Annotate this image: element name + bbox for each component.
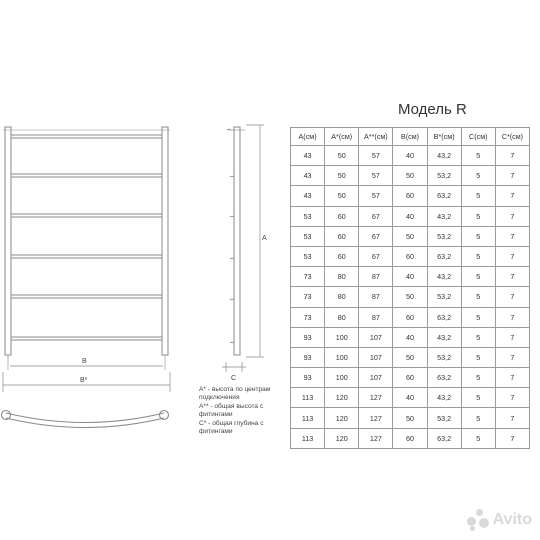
table-row: [291, 388, 530, 408]
table-row: [291, 166, 530, 186]
table-cell: 60: [325, 246, 359, 266]
table-cell: 113: [291, 408, 325, 428]
table-row: [291, 246, 530, 266]
table-cell: 57: [359, 186, 393, 206]
table-cell: 50: [393, 226, 427, 246]
label-b-star: B*: [80, 377, 88, 384]
table-cell: 73: [291, 307, 325, 327]
table-cell: 63,2: [427, 368, 461, 388]
label-a: A: [262, 235, 267, 242]
table-cell: 7: [495, 368, 529, 388]
avito-logo-icon: [467, 509, 489, 531]
table-cell: 107: [359, 327, 393, 347]
radiator-top-view: [2, 411, 169, 428]
table-cell: 57: [359, 166, 393, 186]
table-cell: 60: [393, 307, 427, 327]
table-cell: 5: [461, 287, 495, 307]
table-cell: 43,2: [427, 327, 461, 347]
table-cell: 43,2: [427, 388, 461, 408]
table-cell: 40: [393, 388, 427, 408]
table-cell: 7: [495, 327, 529, 347]
table-cell: 7: [495, 206, 529, 226]
table-cell: 60: [325, 226, 359, 246]
table-cell: 50: [325, 186, 359, 206]
table-cell: 50: [393, 287, 427, 307]
table-cell: 5: [461, 267, 495, 287]
rail: [11, 174, 162, 177]
rail: [11, 337, 162, 340]
table-cell: 127: [359, 408, 393, 428]
column-header: B*(см): [427, 128, 461, 146]
table-row: [291, 408, 530, 428]
table-cell: 50: [393, 347, 427, 367]
column-header: C*(см): [495, 128, 529, 146]
table-cell: 5: [461, 428, 495, 448]
column-header: A(см): [291, 128, 325, 146]
table-cell: 60: [393, 368, 427, 388]
side-post: [234, 127, 240, 355]
table-cell: 93: [291, 327, 325, 347]
table-cell: 53,2: [427, 166, 461, 186]
table-cell: 50: [393, 408, 427, 428]
watermark-text: Avito: [492, 511, 532, 528]
table-cell: 43: [291, 146, 325, 166]
dimensions-table: [290, 127, 530, 449]
table-cell: 100: [325, 327, 359, 347]
table-cell: 5: [461, 246, 495, 266]
table-cell: 113: [291, 428, 325, 448]
table-cell: 80: [325, 287, 359, 307]
table-cell: 43: [291, 166, 325, 186]
table-cell: 7: [495, 287, 529, 307]
avito-watermark: [467, 509, 532, 531]
table-cell: 5: [461, 307, 495, 327]
table-cell: 100: [325, 368, 359, 388]
table-cell: 100: [325, 347, 359, 367]
table-cell: 120: [325, 388, 359, 408]
rail: [11, 255, 162, 258]
table-cell: 127: [359, 428, 393, 448]
table-cell: 60: [393, 428, 427, 448]
table-cell: 7: [495, 146, 529, 166]
table-cell: 87: [359, 267, 393, 287]
table-row: [291, 347, 530, 367]
table-cell: 60: [393, 246, 427, 266]
table-cell: 40: [393, 146, 427, 166]
table-cell: 57: [359, 146, 393, 166]
table-row: [291, 368, 530, 388]
table-row: [291, 287, 530, 307]
table-cell: 7: [495, 428, 529, 448]
table-cell: 43,2: [427, 206, 461, 226]
table-cell: 40: [393, 206, 427, 226]
table-cell: 107: [359, 347, 393, 367]
table-cell: 73: [291, 287, 325, 307]
table-row: [291, 206, 530, 226]
table-cell: 93: [291, 368, 325, 388]
table-cell: 50: [393, 166, 427, 186]
left-post: [5, 127, 11, 355]
table-cell: 67: [359, 226, 393, 246]
table-cell: 80: [325, 307, 359, 327]
column-header: C(см): [461, 128, 495, 146]
radiator-side-view: [227, 127, 245, 355]
table-cell: 67: [359, 206, 393, 226]
legend-line: A* - высота по центрам: [199, 386, 271, 393]
table-cell: 5: [461, 388, 495, 408]
table-cell: 53,2: [427, 347, 461, 367]
table-cell: 60: [325, 206, 359, 226]
table-cell: 5: [461, 166, 495, 186]
table-cell: 107: [359, 368, 393, 388]
model-title: Модель R: [398, 101, 467, 118]
legend-line: A** - общая высота с: [199, 403, 264, 410]
dimension-c: [222, 362, 246, 372]
table-cell: 7: [495, 388, 529, 408]
table-cell: 43: [291, 186, 325, 206]
legend-line: подключения: [199, 394, 240, 401]
table-cell: 5: [461, 186, 495, 206]
table-cell: 5: [461, 347, 495, 367]
table-cell: 120: [325, 428, 359, 448]
table-row: [291, 267, 530, 287]
legend-line: C* - общая глубина с: [199, 420, 264, 427]
table-row: [291, 428, 530, 448]
table-cell: 53,2: [427, 408, 461, 428]
table-cell: 40: [393, 327, 427, 347]
table-cell: 87: [359, 287, 393, 307]
table-cell: 63,2: [427, 246, 461, 266]
table-cell: 5: [461, 368, 495, 388]
table-cell: 43,2: [427, 267, 461, 287]
legend-line: фитингами: [199, 428, 233, 435]
table-cell: 5: [461, 206, 495, 226]
table-cell: 80: [325, 267, 359, 287]
right-post: [162, 127, 168, 355]
table-cell: 53: [291, 226, 325, 246]
table-cell: 50: [325, 166, 359, 186]
table-cell: 73: [291, 267, 325, 287]
table-body: [291, 146, 530, 449]
table-row: [291, 146, 530, 166]
table-row: [291, 186, 530, 206]
label-c: C: [231, 375, 237, 382]
table-cell: 7: [495, 267, 529, 287]
table-cell: 87: [359, 307, 393, 327]
table-cell: 60: [393, 186, 427, 206]
table-cell: 43,2: [427, 146, 461, 166]
table-cell: 120: [325, 408, 359, 428]
rail: [11, 135, 162, 138]
table-row: [291, 307, 530, 327]
table-cell: 7: [495, 186, 529, 206]
table-cell: 50: [325, 146, 359, 166]
table-cell: 127: [359, 388, 393, 408]
table-cell: 7: [495, 307, 529, 327]
table-header-row: [291, 128, 530, 146]
table-cell: 53: [291, 246, 325, 266]
column-header: B(см): [393, 128, 427, 146]
table-cell: 7: [495, 246, 529, 266]
table-row: [291, 327, 530, 347]
table-cell: 5: [461, 327, 495, 347]
table-cell: 7: [495, 226, 529, 246]
table-cell: 63,2: [427, 428, 461, 448]
rail: [11, 214, 162, 217]
table-cell: 7: [495, 166, 529, 186]
table-cell: 5: [461, 408, 495, 428]
table-cell: 53,2: [427, 226, 461, 246]
table-cell: 67: [359, 246, 393, 266]
table-cell: 113: [291, 388, 325, 408]
column-header: A**(см): [359, 128, 393, 146]
table-cell: 63,2: [427, 186, 461, 206]
column-header: A*(см): [325, 128, 359, 146]
table-cell: 5: [461, 226, 495, 246]
label-b: B: [82, 358, 87, 365]
table-row: [291, 226, 530, 246]
rail: [11, 295, 162, 298]
table-cell: 7: [495, 408, 529, 428]
table-cell: 40: [393, 267, 427, 287]
table-cell: 7: [495, 347, 529, 367]
table-cell: 93: [291, 347, 325, 367]
radiator-front-view: [3, 127, 170, 370]
table-cell: 5: [461, 146, 495, 166]
table-cell: 53: [291, 206, 325, 226]
legend-line: фитингами: [199, 411, 233, 418]
table-cell: 63,2: [427, 307, 461, 327]
table-cell: 53,2: [427, 287, 461, 307]
